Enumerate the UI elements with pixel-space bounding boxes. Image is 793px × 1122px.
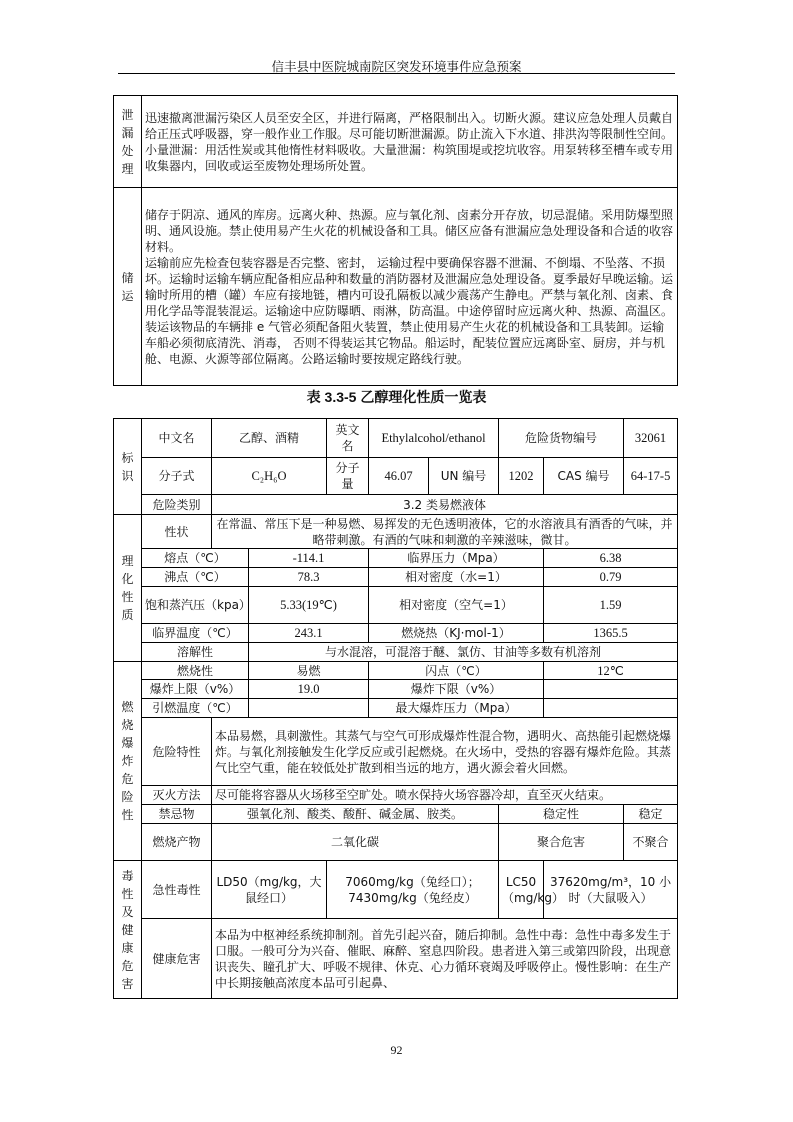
- en-name: Ethylalcohol/ethanol: [369, 419, 499, 458]
- un-label: UN 编号: [429, 458, 499, 495]
- identity-section-label: 标识: [114, 419, 142, 515]
- lel: [544, 680, 678, 699]
- hazard-label: 危险特性: [142, 718, 212, 786]
- appearance: 在常温、常压下是一种易燃、易挥发的无色透明液体，它的水溶液具有酒香的气味，并略带刺激。有酒的气味和刺激的辛辣滋味，微甘。: [212, 515, 678, 549]
- hazard: 本品易燃，具刺激性。其蒸气与空气可形成爆炸性混合物，遇明火、高热能引起燃烧爆炸。与氧化剂接触发生化学反应或引起燃烧。在火场中，受热的容器有爆炸危险。其蒸气比空气重，能在较低处扩散到相当远的地方，遇火源会着火回燃。: [212, 718, 678, 786]
- cas-no: 64-17-5: [624, 458, 678, 495]
- mw: 46.07: [369, 458, 429, 495]
- bp: 78.3: [249, 568, 369, 587]
- storage-text-1: 储存于阴凉、通风的库房。远离火种、热源。应与氧化剂、卤素分开存放，切忌混储。采用防爆型照明、通风设施。禁止使用易产生火花的机械设备和工具。储区应备有泄漏应急处理设备和合适的收容材料。: [145, 207, 674, 254]
- appearance-label: 性状: [142, 515, 212, 549]
- leak-section-label: 泄漏处理: [114, 96, 142, 188]
- incompat-label: 禁忌物: [142, 805, 212, 824]
- lc50-label: LC50（mg/kg）: [499, 861, 544, 919]
- cas-label: CAS 编号: [544, 458, 624, 495]
- hc: 1365.5: [544, 624, 678, 643]
- ct-label: 临界温度（℃）: [142, 624, 249, 643]
- un-no: 1202: [499, 458, 544, 495]
- cn-name: 乙醇、酒精: [212, 419, 327, 458]
- comb-label: 燃烧产物: [142, 824, 212, 861]
- sol: 与水混溶，可混溶于醚、氯仿、甘油等多数有机溶剂: [249, 643, 678, 662]
- stab-label: 稳定性: [499, 805, 624, 824]
- ethanol-table: [113, 418, 678, 999]
- rd-water: 0.79: [544, 568, 678, 587]
- dg-no: 32061: [624, 419, 678, 458]
- poly: 不聚合: [624, 824, 678, 861]
- vp-label: 饱和蒸汽压（kpa）: [142, 587, 249, 624]
- ext-label: 灭火方法: [142, 786, 212, 805]
- table-caption: 表 3.3-5 乙醇理化性质一览表: [306, 389, 487, 405]
- leak-text: 迅速撤离泄漏污染区人员至安全区，并进行隔离，严格限制出入。切断火源。建议应急处理人员戴自给正压式呼吸器，穿一般作业工作服。尽可能切断泄漏源。防止流入下水道、排洪沟等限制性空间。小量泄漏：用活性炭或其他惰性材料吸收。大量泄漏：构筑围堤或挖坑收容。用泵转移至槽车或专用收集器内，回收或运至废物处理场所处置。: [142, 96, 678, 188]
- rd-air: 1.59: [544, 587, 678, 624]
- health-label: 健康危害: [142, 919, 212, 999]
- running-header: 信丰县中医院城南院区突发环境事件应急预案: [271, 59, 522, 74]
- ext: 尽可能将容器从火场移至空旷处。喷水保持火场容器冷却，直至灭火结束。: [212, 786, 678, 805]
- ait-label: 引燃温度（℃）: [142, 699, 249, 718]
- stab: 稳定: [624, 805, 678, 824]
- vp: 5.33(19℃): [249, 587, 369, 624]
- ld50-label: LD50（mg/kg，大鼠经口）: [212, 861, 327, 919]
- fp-label: 闪点（℃）: [369, 662, 544, 680]
- header-rule: [118, 73, 675, 74]
- rd-water-label: 相对密度（水=1）: [369, 568, 544, 587]
- rd-air-label: 相对密度（空气=1）: [369, 587, 544, 624]
- lc50: 37620mg/m³，10 小时（大鼠吸入）: [544, 861, 678, 919]
- ct: 243.1: [249, 624, 369, 643]
- lel-label: 爆炸下限（v%）: [369, 680, 544, 699]
- ait: [249, 699, 369, 718]
- mep: [544, 699, 678, 718]
- cp: 6.38: [544, 549, 678, 568]
- physchem-section-label: 理化性质: [114, 515, 142, 662]
- storage-text-2: 运输前应先检查包装容器是否完整、密封， 运输过程中要确保容器不泄漏、不倒塌、不坠落、不损坏。运输时运输车辆应配备相应品种和数量的消防器材及泄漏应急处理设备。夏季最好早晚运输。运输时所用的槽（罐）车应有接地链，槽内可设孔隔板以减少震荡产生静电。严禁与氧化剂、卤素、食用化学品等混装混运。运输途中应防曝晒、雨淋，防高温。中途停留时应远离火种、热源、高温区。装运该物品的车辆排 e 气管必须配备阻火装置，禁止使用易产生火花的机械设备和工具装卸。运输车船必须彻底清洗、消毒， 否则不得装运其它物品。船运时，配装位置应远离卧室、厨房，并与机舱、电源、火源等部位隔离。公路运输时要按规定路线行驶。: [145, 255, 674, 366]
- fp: 12℃: [544, 662, 678, 680]
- dg-no-label: 危险货物编号: [499, 419, 624, 458]
- sol-label: 溶解性: [142, 643, 249, 662]
- ld50: 7060mg/kg（兔经口）；7430mg/kg（兔经皮）: [327, 861, 499, 919]
- health: 本品为中枢神经系统抑制剂。首先引起兴奋，随后抑制。急性中毒：急性中毒多发生于口服。一般可分为兴奋、催眠、麻醉、窒息四阶段。患者进入第三或第四阶段，出现意识丧失、瞳孔扩大、呼吸不规律、休克、心力循环衰竭及呼吸停止。慢性影响：在生产中长期接触高浓度本品可引起鼻、: [212, 919, 678, 999]
- formula-label: 分子式: [142, 458, 212, 495]
- hc-label: 燃烧热（KJ·mol-1）: [369, 624, 544, 643]
- fire-section-label: 燃烧爆炸危险性: [114, 662, 142, 861]
- cn-name-label: 中文名: [142, 419, 212, 458]
- uel: 19.0: [249, 680, 369, 699]
- toxic-section-label: 毒性及健康危害: [114, 861, 142, 999]
- poly-label: 聚合危害: [499, 824, 624, 861]
- cp-label: 临界压力（Mpa）: [369, 549, 544, 568]
- mp: -114.1: [249, 549, 369, 568]
- en-name-label: 英文名: [327, 419, 369, 458]
- hazard-class: 3.2 类易燃液体: [212, 495, 678, 515]
- flam: 易燃: [249, 662, 369, 680]
- formula: C₂H₆O: [212, 458, 327, 495]
- uel-label: 爆炸上限（v%）: [142, 680, 249, 699]
- bp-label: 沸点（℃）: [142, 568, 249, 587]
- comb: 二氧化碳: [212, 824, 499, 861]
- mep-label: 最大爆炸压力（Mpa）: [369, 699, 544, 718]
- acute-label: 急性毒性: [142, 861, 212, 919]
- hazard-class-label: 危险类别: [142, 495, 212, 515]
- storage-section-label: 储运: [114, 188, 142, 386]
- incompat: 强氧化剂、酸类、酸酐、碱金属、胺类。: [212, 805, 499, 824]
- leak-storage-table: [113, 95, 678, 386]
- flam-label: 燃烧性: [142, 662, 249, 680]
- storage-text-cell: [142, 188, 678, 386]
- page-number: 92: [390, 1043, 403, 1057]
- mp-label: 熔点（℃）: [142, 549, 249, 568]
- mw-label: 分子量: [327, 458, 369, 495]
